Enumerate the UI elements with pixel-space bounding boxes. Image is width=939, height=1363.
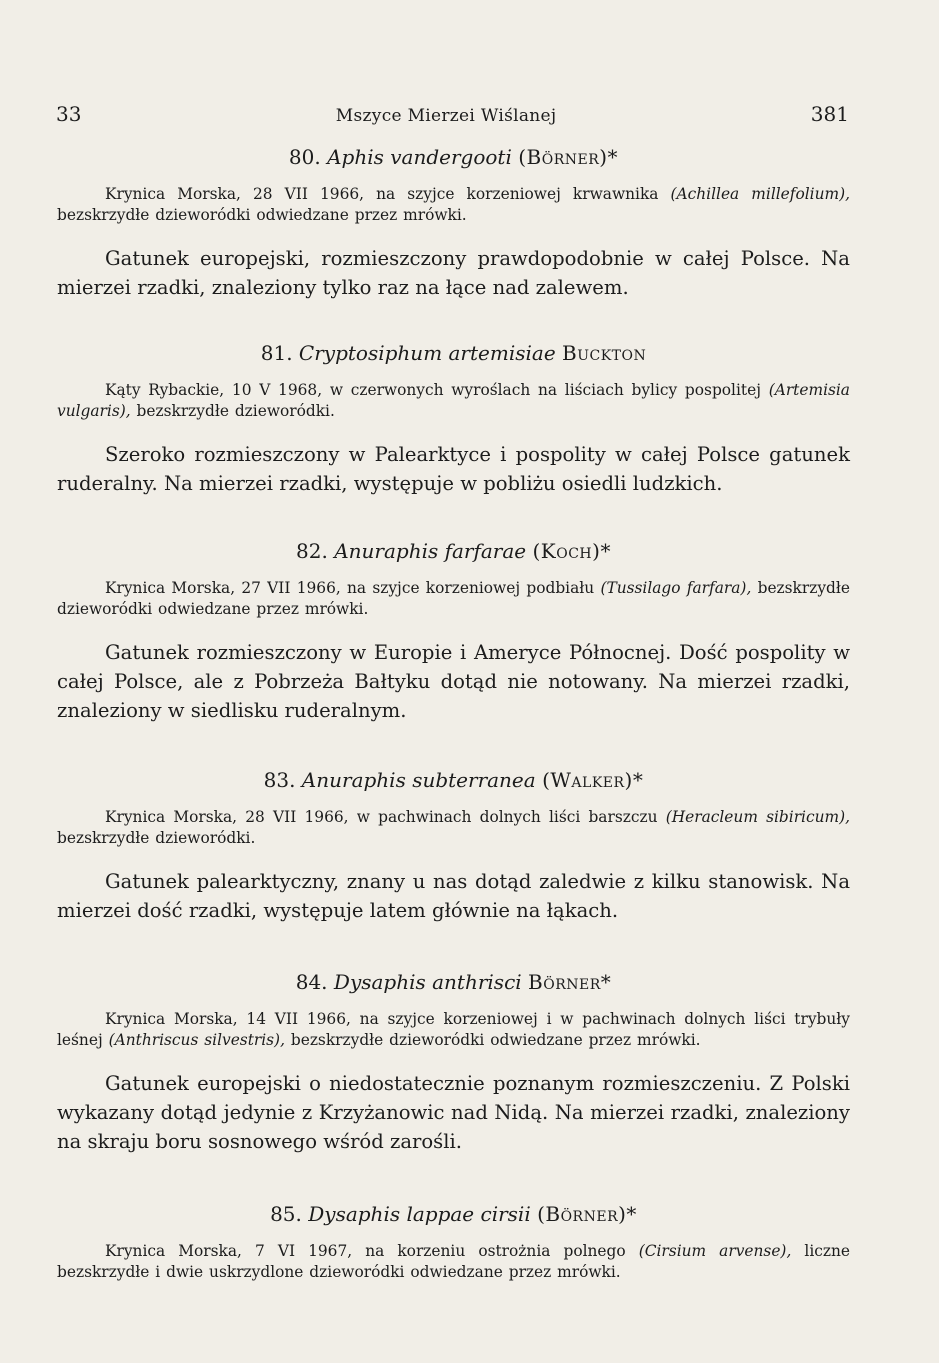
entry-number: 85. [270, 1202, 302, 1226]
locality-plain: Krynica Morska, 14 VII 1966, na szyjce korzeniowej i w pachwinach dolnych liści trybuły leśnej [57, 1010, 850, 1049]
entry-heading [57, 341, 850, 365]
species-author: (Walker)* [542, 768, 644, 792]
entry-heading [57, 145, 850, 169]
species-entry [57, 341, 850, 498]
locality-rest: liczne bezskrzydłe i dwie uskrzydlone dzieworódki odwiedzane przez mrówki. [57, 1242, 850, 1281]
species-author: (Koch)* [532, 539, 611, 563]
locality-text [57, 1009, 850, 1051]
page-number-right: 381 [810, 102, 849, 126]
locality-latin-name: (Heracleum sibiricum), [665, 808, 851, 826]
entry-comment: Gatunek europejski, rozmieszczony prawdopodobnie w całej Polsce. Na mierzei rzadki, znaleziony tylko raz na łące nad zalewem. [57, 247, 850, 299]
species-author: (Börner)* [518, 145, 619, 169]
locality-latin-name: (Artemisia vulgaris), [57, 381, 850, 420]
locality-rest: bezskrzydłe dzieworódki. [57, 829, 256, 847]
page-content [57, 145, 850, 1283]
entry-number: 83. [263, 768, 296, 792]
entry-comment: Gatunek palearktyczny, znany u nas dotąd zaledwie z kilku stanowisk. Na mierzei dość rzadki, występuje latem głównie na łąkach. [57, 870, 850, 922]
entry-comment: Gatunek rozmieszczony w Europie i Ameryce Północnej. Dość pospolity w całej Polsce, ale z Pobrzeża Bałtyku dotąd nie notowany. Na mierzei rzadki, znaleziony w siedlisku ruderalnym. [57, 641, 850, 722]
species-author: Buckton [562, 341, 647, 365]
species-name: Dysaphis lappae cirsii [308, 1202, 531, 1226]
locality-text [57, 380, 850, 422]
locality-latin-name: (Cirsium arvense), [638, 1242, 792, 1260]
entry-heading [57, 1202, 850, 1226]
entry-heading [57, 539, 850, 563]
species-name: Aphis vandergooti [327, 145, 512, 169]
species-entry [57, 539, 850, 725]
locality-rest: bezskrzydłe dzieworódki. [130, 402, 335, 420]
locality-text [57, 184, 850, 226]
locality-plain: Krynica Morska, 7 VI 1967, na korzeniu ostrożnia polnego [105, 1242, 639, 1260]
species-author: Börner* [528, 970, 612, 994]
locality-text [57, 578, 850, 620]
species-name: Anuraphis farfarae [334, 539, 527, 563]
species-entry [57, 145, 850, 302]
entry-heading [57, 768, 850, 792]
locality-rest: bezskrzydłe dzieworódki odwiedzane przez mrówki. [284, 1031, 701, 1049]
species-entry [57, 970, 850, 1156]
locality-latin-name: (Achillea millefolium), [670, 185, 850, 203]
entry-number: 80. [288, 145, 321, 169]
locality-text [57, 807, 850, 849]
locality-plain: Kąty Rybackie, 10 V 1968, w czerwonych wyroślach na liściach bylicy pospolitej [105, 381, 769, 399]
species-name: Cryptosiphum artemisiae [298, 341, 556, 365]
entry-comment: Szeroko rozmieszczony w Palearktyce i pospolity w całej Polsce gatunek ruderalny. Na mierzei rzadki, występuje w pobliżu osiedli ludzkich. [57, 443, 850, 495]
species-name: Anuraphis subterranea [301, 768, 536, 792]
species-entry [57, 768, 850, 925]
entry-heading [57, 970, 850, 994]
running-title: Mszyce Mierzei Wiślanej [335, 106, 557, 126]
locality-plain: Krynica Morska, 27 VII 1966, na szyjce korzeniowej podbiału [105, 579, 601, 597]
locality-latin-name: (Tussilago farfara), [600, 579, 752, 597]
species-author: (Börner)* [537, 1202, 637, 1226]
locality-plain: Krynica Morska, 28 VII 1966, w pachwinach dolnych liści barszczu [105, 808, 666, 826]
locality-plain: Krynica Morska, 28 VII 1966, na szyjce korzeniowej krwawnika [105, 185, 671, 203]
locality-rest: bezskrzydłe dzieworódki odwiedzane przez mrówki. [57, 206, 467, 224]
species-name: Dysaphis anthrisci [333, 970, 522, 994]
entry-number: 84. [295, 970, 328, 994]
locality-text [57, 1241, 850, 1283]
page-header [56, 102, 849, 126]
entry-number: 82. [296, 539, 328, 563]
locality-rest: bezskrzydłe dzieworódki odwiedzane przez mrówki. [57, 579, 850, 618]
page-number-left: 33 [56, 102, 82, 126]
locality-latin-name: (Anthriscus silvestris), [108, 1031, 285, 1049]
entry-comment: Gatunek europejski o niedostatecznie poznanym rozmieszczeniu. Z Polski wykazany dotąd jedynie z Krzyżanowic nad Nidą. Na mierzei rzadki, znaleziony na skraju boru sosnowego wśród zarośli. [57, 1072, 850, 1153]
entry-number: 81. [260, 341, 293, 365]
species-entry [57, 1202, 850, 1283]
